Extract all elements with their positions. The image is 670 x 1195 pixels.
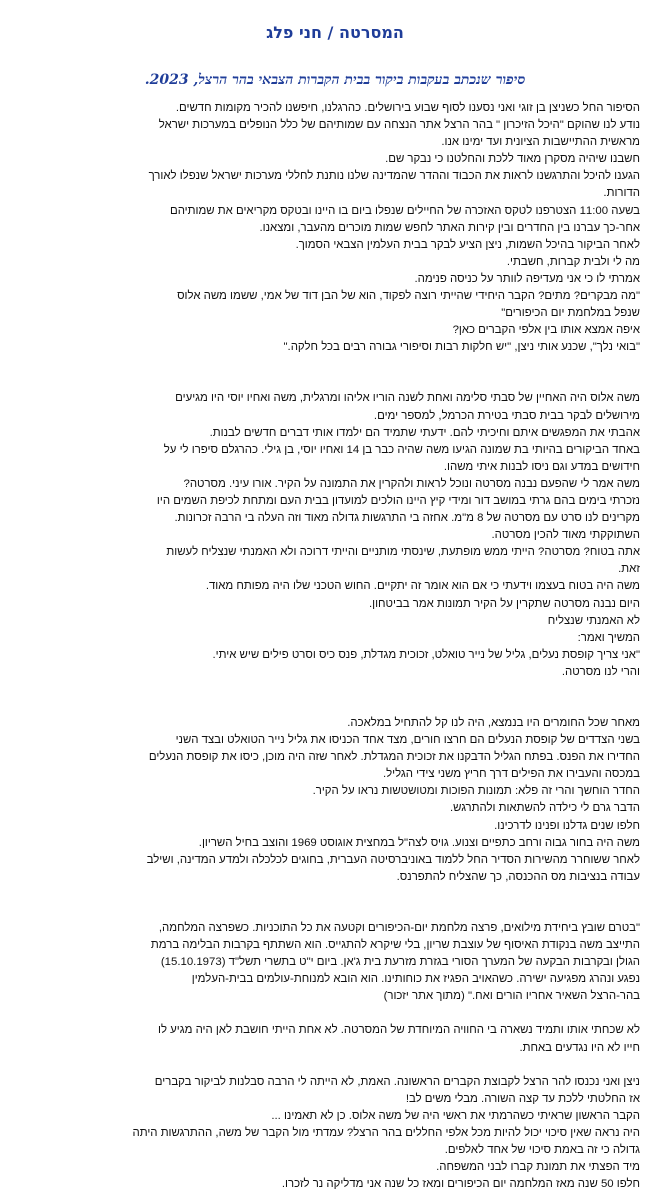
text-line: הגולן ובקרבות הבקעה של המערך הסורי בגזרת מזרעת בית ג'אן. ביום י"ט בתשרי תשל"ד (15.10.1973) bbox=[160, 956, 640, 969]
text-line: מאחר שכל החומרים היו בנמצא, היה לנו קל להתחיל במלאכה. bbox=[347, 717, 640, 729]
text-line: החדירו את הפנס. בפתח הגליל הדבקנו את זכוכית המגדלת. לאחר שזה היה מוכן, כיסו את קופסת הנעלים bbox=[148, 751, 640, 764]
text-line: המשיך ואמר: bbox=[577, 631, 640, 644]
story-paragraph bbox=[30, 100, 640, 356]
story-paragraph bbox=[30, 390, 640, 681]
text-line: חשבנו שיהיה מסקרן מאוד ללכת והחלטנו כי נבקר שם. bbox=[385, 153, 640, 166]
paragraph-spacer bbox=[30, 356, 640, 390]
text-line: משה היה בטוח בעצמו וידעתי כי אם הוא אומר זה יתקיים. החוש הטכני שלו היה מפותח מאוד. bbox=[205, 580, 640, 593]
text-line: ניצן ואני נכנסו להר הרצל לקבוצת הקברים הראשונה. האמת, לא הייתה לי הרבה סבלנות לביקור בקברים bbox=[154, 1075, 640, 1088]
text-line: "בטרם שובץ ביחידת מילואים, פרצה מלחמת יום-הכיפורים וקטעה את כל התוכניות. כשפרצה המלחמה, bbox=[158, 921, 640, 934]
text-line: אז החלטתי ללכת עד קצה השורה. מבלי משים לב! bbox=[405, 1092, 640, 1105]
text-line: והרי לנו מסרטה. bbox=[561, 665, 640, 678]
text-line: משה היה בחור גבוה ורחב כתפיים וצנוע. גויס לצה"ל במחצית אוגוסט 1969 והוצב בחיל השריון. bbox=[198, 836, 640, 849]
text-line: "אני צריך קופסת נעלים, גליל של נייר טואלט, זכוכית מגדלת, פנס כיס וסרט פילים שיש איתי. bbox=[212, 648, 640, 661]
story-body bbox=[30, 100, 640, 1193]
paragraph-spacer bbox=[30, 1057, 640, 1074]
document-subtitle: סיפור שנכתב בעקבות ביקור בבית הקברות הצבאי בהר הרצל, 2023. bbox=[144, 72, 526, 88]
text-line: החדר הוחשך והרי זה פלא: תמונות הפוכות ומטושטשות נראו על הקיר. bbox=[312, 785, 640, 798]
text-line: אתה בטוח? מסרטה? הייתי ממש מופתעת, שינסתי מותניים והייתי דרוכה ולא האמנתי שנצליח לעשות bbox=[166, 546, 640, 559]
text-line: חלפו 50 שנה מאז המלחמה יום הכיפורים ומאז כל שנה אני מדליקה נר לזכרו. bbox=[281, 1178, 640, 1191]
text-line: היה נראה שאין סיכוי יכול להיות מכל אלפי החללים בהר הרצל? עמדתי מול הקבר של משה, ההתרגשות היתה bbox=[132, 1126, 640, 1139]
text-line: הדורות. bbox=[603, 187, 640, 200]
text-line: לא שכחתי אותו ותמיד נשארה בי החוויה המיוחדת של המסרטה. לא אחת הייתי חושבת לאן היה מגיע לו bbox=[158, 1024, 640, 1037]
text-line: מראשית ההתיישבות הציונית ועד ימינו אנו. bbox=[441, 136, 640, 149]
text-line: נודע לנו שהוקם "היכל הזיכרון " בהר הרצל אתר הנצחה עם שמותיהם של כלל הנופלים במערכות ישראל bbox=[158, 119, 640, 132]
text-line: התייצב משה בנקודת האיסוף של עוצבת שריון, בלי שיקרא להתגייס. הוא השתתף בקרבות הבלימה ברמת bbox=[150, 939, 640, 952]
text-line: משה אלוס היה האחיין של סבתי סלימה ואחת לשנה הוריו אליהו ומרגלית, משה ואחיו יוסי היו מגיעים bbox=[175, 392, 640, 405]
text-line: לא האמנתי שנצליח bbox=[547, 614, 640, 627]
text-line: אמרתי לו כי אני מעדיפה לוותר על כניסה פנימה. bbox=[414, 272, 640, 285]
text-line: אהבתי את המפגשים איתם וחיכיתי להם. ידעתי שתמיד הם ילמדו אותי דברים חדשים לבנות. bbox=[209, 426, 640, 439]
story-paragraph bbox=[30, 920, 640, 1005]
text-line: הגענו להיכל והתרגשנו לראות את הכבוד וההדר שהמדינה שלנו נותנת לחללי מערכות ישראל שנפלו לאורך bbox=[148, 170, 640, 183]
text-line: "מה מבקרים? מתים? הקבר היחידי שהייתי רוצה לפקוד, הוא של הבן דוד של אמי, ששמו משה אלוס bbox=[177, 290, 640, 303]
text-line: גדולה כי זה באמת סיכוי של אחד לאלפים. bbox=[444, 1143, 640, 1156]
paragraph-spacer bbox=[30, 886, 640, 920]
text-line: בהר-הרצל השאיר אחריו הורים ואח." (מתוך אתר יזכור) bbox=[383, 990, 640, 1003]
paragraph-spacer bbox=[30, 681, 640, 715]
text-line: שנפל במלחמת יום הכיפורים" bbox=[501, 307, 640, 320]
text-line: איפה אמצא אותו בין אלפי הקברים כאן? bbox=[452, 324, 640, 337]
text-line: הקבר הראשון שראיתי כשהרמתי את ראשי היה של משה אלוס. כן לא תאמינו ... bbox=[271, 1109, 640, 1122]
paragraph-spacer bbox=[30, 1005, 640, 1022]
text-line: באחד הביקורים בהיותי בת שמונה הגיעו משה שהיה כבר בן 14 ואחיו יוסי, בן גילי. כהרגלם סיפרו לי על bbox=[163, 443, 640, 456]
text-line: מיד הפצתי את תמונת קברו לבני המשפחה. bbox=[436, 1161, 640, 1174]
text-line: חייו לא היו נגדעים באחת. bbox=[519, 1041, 640, 1054]
text-line: לאחר הביקור בהיכל השמות, ניצן הציע לבקר בבית העלמין הצבאי הסמוך. bbox=[295, 238, 640, 251]
text-line: מה לי ולבית קברות, חשבתי. bbox=[506, 255, 640, 268]
text-line: לאחר ששוחרר מהשירות הסדיר החל ללמוד באוניברסיטה העברית, בחוגים לכלכלה ולמדע המדינה, ושילב bbox=[146, 853, 640, 866]
story-paragraph bbox=[30, 1022, 640, 1056]
text-line: חלפו שנים גדלנו ופנינו לדרכינו. bbox=[494, 819, 640, 832]
text-line: אחר-כך עברנו בין החדרים ובין קירות האתר לחפש שמות מוכרים מהעבר, ומצאנו. bbox=[259, 221, 640, 234]
text-line: מירושלים לבקר בבית סבתי בטירת הכרמל, למספר ימים. bbox=[373, 409, 640, 422]
text-line: זאת. bbox=[618, 563, 640, 576]
text-line: נזכרתי בימים בהם גרתי במושב דור ומידי קיץ היינו הולכים למועדון בבית העם ומתחת לכיפת השמים היו bbox=[156, 494, 640, 507]
text-line: חידושים במדע וגם ניסו לבנות איתי משהו. bbox=[443, 460, 640, 473]
document-title: המסרטה / חני פלג bbox=[266, 23, 404, 42]
text-line: הסיפור החל כשניצן בן זוגי ואני נסענו לסוף שבוע בירושלים. כהרגלנו, חיפשנו להכיר מקומות חדשים. bbox=[175, 102, 640, 114]
text-line: בשני הצדדים של קופסת הנעלים הם חרצו חורים, מצד אחד הכניסו את גליל נייר הטואלט ובצד השני bbox=[175, 734, 640, 747]
text-line: בשעה 11:00 הצטרפנו לטקס האזכרה של החיילים שנפלו ביום בו היינו ובטקס מקריאים את שמותיהם bbox=[169, 204, 640, 217]
text-line: השתוקקתי מאוד להכין מסרטה. bbox=[491, 529, 640, 542]
text-line: מקרינים לנו סרט עם מסרטה של 8 מ"מ. אחזה בי התרגשות גדולה מאוד וזה העלה בי הרבה זכרונות. bbox=[174, 512, 640, 525]
text-line: משה אמר לי שהפעם נבנה מסרטה ונוכל לראות ולהקרין את התמונה על הקיר. אורו עיני. מסרטה? bbox=[183, 477, 640, 490]
text-line: "בואי נלך", שכנע אותי ניצן, "יש חלקות רבות וסיפורי גבורה רבים בכל חלקה." bbox=[283, 341, 640, 354]
text-line: במכסה והעבירו את הפילים דרך חריץ משני צידי הגליל. bbox=[382, 768, 640, 781]
text-line: עבודה בנציבות מס ההכנסה, כך שהצליח להתפרנס. bbox=[396, 870, 640, 883]
text-line: היום נבנה מסרטה שתקרין על הקיר תמונות אמר בביטחון. bbox=[368, 597, 640, 610]
text-line: נפגע ונהרג מפגיעה ישירה. כשהאויב הפגיז את כוחותינו. הוא הובא למנוחת-עולמים בבית-העלמין bbox=[191, 973, 640, 986]
story-paragraph bbox=[30, 715, 640, 886]
story-paragraph bbox=[30, 1074, 640, 1194]
text-line: הדבר גרם לי כילדה להשתאות ולהתרגש. bbox=[450, 802, 640, 815]
